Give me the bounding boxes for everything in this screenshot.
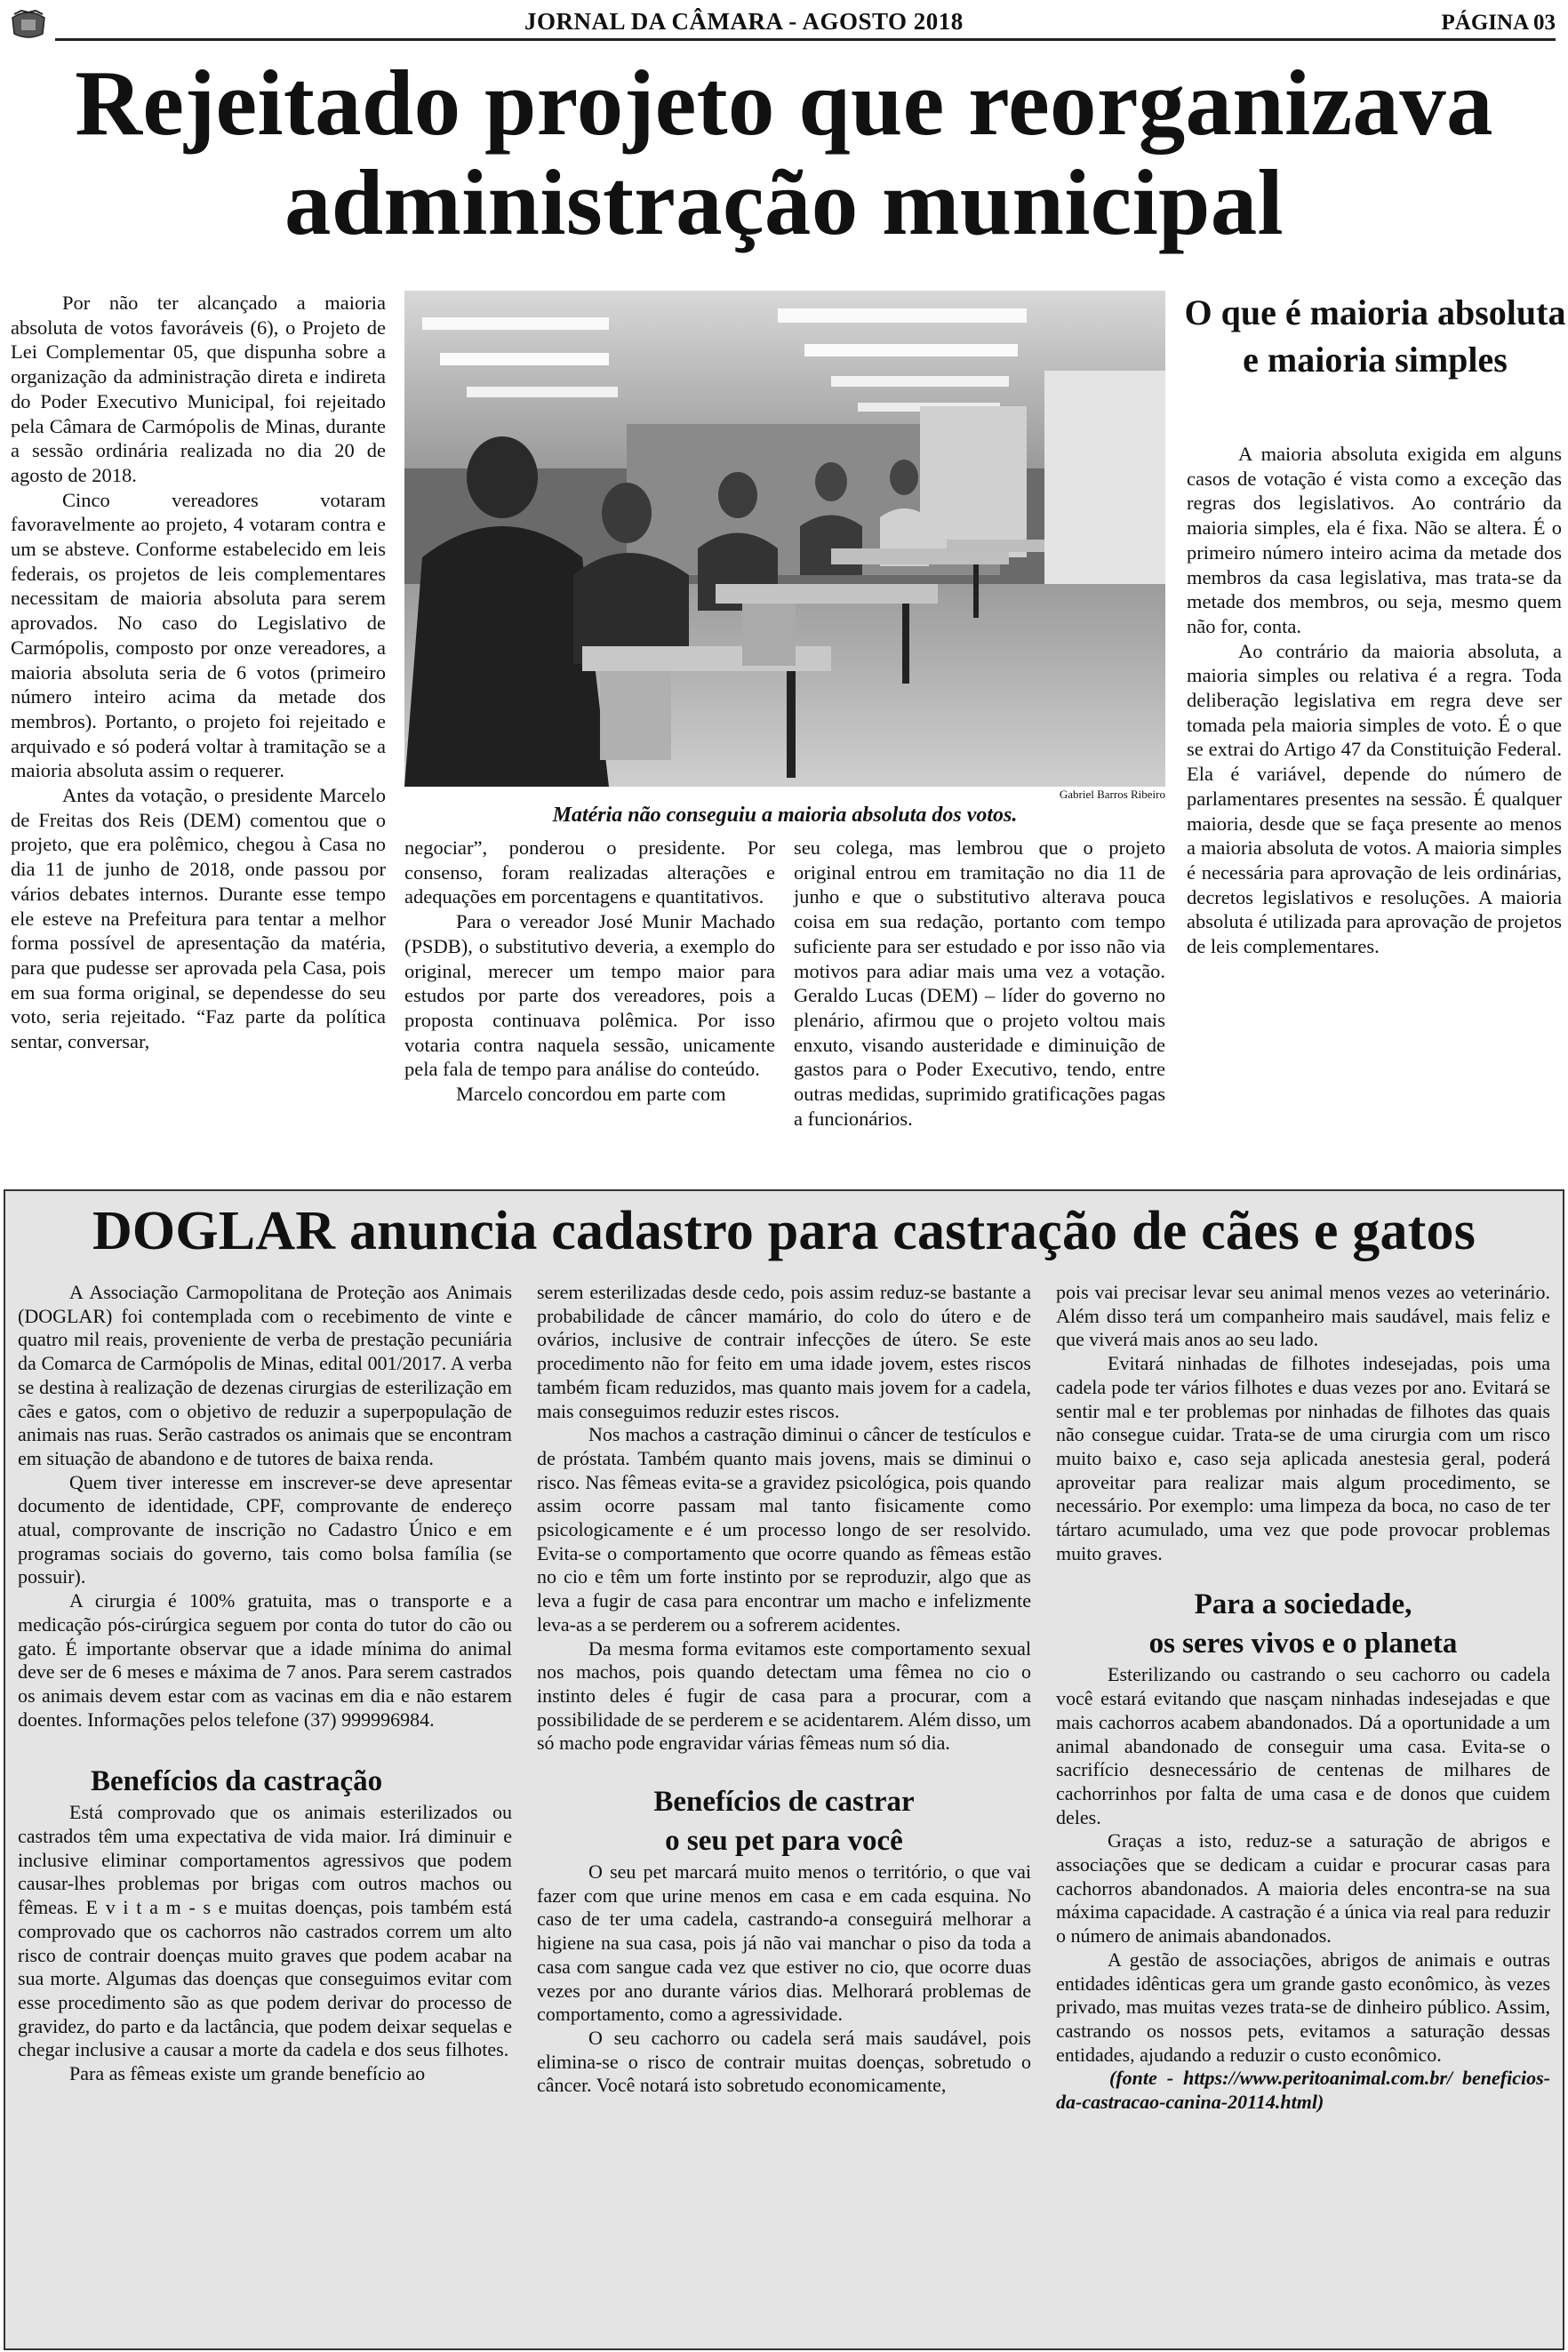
article-paragraph: seu colega, mas lembrou que o projeto original entrou em tramitação no dia 11 de junho e que o substitutivo alterava pouca coisa em sua redação, portanto com tempo suficiente para ser estudado e por isso não via motivos para adiar mais uma vez a votação. Geraldo Lucas (DEM) – líder do governo no plenário, afirmou que o projeto voltou mais enxuto, visando austeridade e diminuição de gastos para o Poder Executivo, tendo, entre outras medidas, suprimido gratificações pagas a funcionários.: [794, 836, 1165, 1130]
doglar-paragraph: pois vai precisar levar seu animal menos vezes ao veterinário. Além disso terá um companheiro mais saudável, mais feliz e que viverá mais anos ao seu lado.: [1056, 1281, 1550, 1351]
doglar-column-3: [1056, 1281, 1550, 2115]
article-paragraph: Antes da votação, o presidente Marcelo de Freitas dos Reis (DEM) comentou que o projeto, que era polêmico, chegou à Casa no dia 11 de junho de 2018, onde passou por vários debates internos. Durante esse tempo ele esteve na Prefeitura para tentar a melhor forma possível de apresentação da matéria, para que pudesse ser aprovada pela Casa, pois em sua forma original, se dependesse do seu voto, seria rejeitado. “Faz parte da política sentar, conversar,: [11, 784, 386, 1053]
subheading-society: [1056, 1585, 1550, 1663]
doglar-paragraph: Esterilizando ou castrando o seu cachorro ou cadela você estará evitando que nasçam ninhadas indesejadas e que mais cachorros acabem abandonados. Dá a oportunidade a um animal abandonado de conseguir uma casa. Evita-se o sacrifício desnecessário de centenas de milhares de cachorrinhos por falta de uma casa e de donos que cuidem deles.: [1056, 1663, 1550, 1828]
doglar-paragraph: Quem tiver interesse em inscrever-se deve apresentar documento de identidade, CPF, comprovante de endereço atual, comprovante de inscrição no Cadastro Único e em programas sociais do governo, tais como bolsa família (se possuir).: [18, 1470, 512, 1588]
main-headline: [0, 53, 1568, 252]
doglar-paragraph: A gestão de associações, abrigos de animais e outras entidades idênticas gera um grande gasto econômico, às vezes privado, mas muitas vezes trata-se de dinheiro público. Assim, castrando os nossos pets, evitamos a saturação dessas entidades, ajudando a reduzir o custo econômico.: [1056, 1948, 1550, 2066]
page-number: PÁGINA 03: [1441, 11, 1556, 35]
headline-line-1: Rejeitado projeto que reorganizava: [75, 51, 1493, 155]
header-rule: [55, 38, 1556, 41]
doglar-paragraph: Está comprovado que os animais esterilizados ou castrados têm uma expectativa de vida maior. Irá diminuir e inclusive eliminar comportamentos agressivos que podem causar-lhes problemas por brigas com outros machos ou fêmeas. E v i t a m - s e muitas doenças, pois também está comprovado que os cachorros não castrados correm um alto risco de contrair doenças muito graves que podem acabar na sua morte. Algumas das doenças que conseguimos evitar com esse procedimento são as que podem derivar do processo de gravidez, do parto e da lactância, que podem deixar sequelas e chegar inclusive a causar a morte da cadela e dos seus filhotes.: [18, 1801, 512, 2061]
sidebar-paragraph: A maioria absoluta exigida em alguns casos de votação é vista como a exceção das regras dos legislativos. Ao contrário da maioria simples, ela é fixa. Não se altera. É o primeiro número inteiro acima da metade dos membros da casa legislativa, mas trata-se da metade dos membros, ou seja, mesmo quem não for, conta.: [1187, 443, 1562, 637]
subheading-line: os seres vivos e o planeta: [1148, 1628, 1458, 1660]
doglar-paragraph: Nos machos a castração diminui o câncer de testículos e de próstata. Também quanto mais jovens, mais se diminui o risco. Nas fêmeas evita-se a gravidez psicológica, pois quando assim ocorre passam mal tanto fisicamente como psicologicamente e é um processo longo de ser resolvido. Evita-se o comportamento que ocorre quando as fêmeas estão no cio e têm um forte instinto por se reproduzir, algo que as leva a fugir de casa para encontrar um macho e infelizmente leva-as a se perderem ou a sofrerem acidentes.: [537, 1423, 1031, 1636]
article-paragraph: Por não ter alcançado a maioria absoluta de votos favoráveis (6), o Projeto de Lei Complementar 05, que dispunha sobre a organização da administração direta e indireta do Poder Executivo Municipal, foi rejeitado pela Câmara de Carmópolis de Minas, durante a sessão ordinária realizada no dia 20 de agosto de 2018.: [11, 292, 386, 486]
photo-credit: Gabriel Barros Ribeiro: [1059, 788, 1165, 801]
source-citation: (fonte - https://www.peritoanimal.com.br/ beneficios-da-castracao-canina-20114.html): [1056, 2067, 1550, 2114]
sidebar-paragraph: Ao contrário da maioria absoluta, a maioria simples ou relativa é a regra. Toda deliberação legislativa em regra deve ser tomada pela maioria simples de voto. É o que se extrai do Artigo 47 da Constituição Federal. Ela é variável, depende do número de parlamentares presentes na sessão. É qualquer maioria, desde que se faça presente ao menos a maioria absoluta de votos. A maioria simples é necessária para aprovação de leis ordinárias, decretos legislativos e resoluções. A maioria absoluta é utilizada para aprovação de projetos de leis complementares.: [1187, 639, 1562, 958]
page-header: [0, 5, 1568, 41]
doglar-column-2: [537, 1281, 1031, 2098]
doglar-paragraph: O seu pet marcará muito menos o território, o que vai fazer com que urine menos em casa e em cada esquina. No caso de ter uma cadela, castrando-a conseguirá melhorar a higiene na sua casa, pois já não vai manchar o piso da toda a casa com sangue cada vez que estiver no cio, que ocorre duas vezes por ano durante vários dias. Melhorará problemas de comportamento, como a agressividade.: [537, 1860, 1031, 2026]
doglar-paragraph: Para as fêmeas existe um grande benefício ao: [69, 2062, 426, 2085]
doglar-paragraph: Da mesma forma evitamos este comportamento sexual nos machos, pois quando detectam uma fêmea no cio o instinto deles é fugir de casa para a procurar, com a possibilidade de se perderem e se acidentarem. Além disso, um só macho pode engravidar várias fêmeas num só dia.: [537, 1636, 1031, 1755]
article-paragraph: Marcelo concordou em parte com: [456, 1083, 726, 1106]
journal-name: JORNAL DA CÂMARA - AGOSTO 2018: [524, 8, 964, 35]
doglar-paragraph: O seu cachorro ou cadela será mais saudável, pois elimina-se o risco de contrair muitas doenças, sobretudo o câncer. Você notará isto sobretudo economicamente,: [537, 2026, 1031, 2097]
article-paragraph: negociar”, ponderou o presidente. Por consenso, foram realizadas alterações e adequações em porcentagens e quantitativos.: [404, 836, 775, 908]
article-column-3: [794, 836, 1165, 1131]
subheading-pet-benefits: [537, 1782, 1031, 1860]
doglar-paragraph: serem esterilizadas desde cedo, pois assim reduz-se bastante a probabilidade de câncer mamário, do colo do útero e de ovários, inclusive de contrair infecções de útero. Se este procedimento não for feito em uma idade jovem, estes riscos também ficam reduzidos, mas quanto mais jovem for a cadela, mais conseguimos reduzir estes riscos.: [537, 1281, 1031, 1422]
article-paragraph: Para o vereador José Munir Machado (PSDB), o substitutivo deveria, a exemplo do original, merecer um tempo maior para estudos por parte dos vereadores, pois a proposta continuava polêmica. Por isso votaria contra naquela sessão, unicamente pela fala de tempo para análise do conteúdo.: [404, 910, 775, 1081]
subheading-line: Para a sociedade,: [1194, 1588, 1412, 1621]
doglar-paragraph: A cirurgia é 100% gratuita, mas o transporte e a medicação pós-cirúrgica seguem por conta do tutor do cão ou gato. É importante observar que a idade mínima do animal deve ser de 6 meses e máxima de 7 anos. Para serem castrados os animais devem estar com as vacinas em dia e não estarem doentes. Informações pelos telefone (37) 999996984.: [18, 1589, 512, 1731]
doglar-paragraph: Evitará ninhadas de filhotes indesejadas, pois uma cadela pode ter vários filhotes e duas vezes por ano. Evitará se sentir mal e ter problemas por ninhadas de filhotes das quais não consegue cuidar. Trata-se de uma cirurgia com um risco muito baixo e, caso seja aplicada anestesia geral, poderá aproveitar para realizar mais algum procedimento, se necessário. Por exemplo: uma limpeza da boca, no caso de ter tártaro acumulado, uma vez que pode provocar problemas muito graves.: [1056, 1352, 1550, 1564]
doglar-column-1: [18, 1281, 512, 2086]
article-column-2: [404, 836, 775, 1107]
subheading-line: Benefícios de castrar: [653, 1786, 915, 1819]
sidebar-body: [1187, 442, 1562, 959]
doglar-paragraph: A Associação Carmopolitana de Proteção aos Animais (DOGLAR) foi contemplada com o recebimento de vinte e quatro mil reais, proveniente de verba de prestação pecuniária da Comarca de Carmópolis de Minas, edital 001/2017. A verba se destina à realização de dezenas cirurgias de esterilização em cães e gatos, com o objetivo de reduzir a superpopulação de animais nas ruas. Serão castrados os animais que se encontram em situação de abandono e de tutores de baixa renda.: [18, 1281, 512, 1469]
coat-of-arms-icon: [9, 7, 48, 39]
article-paragraph: Cinco vereadores votaram favoravelmente ao projeto, 4 votaram contra e um se absteve. Conforme estabelecido em leis federais, os projetos de leis complementares necessitam de maioria absoluta para serem aprovados. No caso do Legislativo de Carmópolis, composto por onze vereadores, a maioria absoluta seria de 6 votos (primeiro número inteiro acima da metade dos membros). Portanto, o projeto foi rejeitado e arquivado e só poderá voltar à tramitação se a maioria absoluta assim o requerer.: [11, 488, 386, 782]
photo-caption: Matéria não conseguiu a maioria absoluta dos votos.: [552, 804, 1018, 827]
article-column-1: [11, 291, 386, 1054]
session-photo: [404, 291, 1165, 787]
subheading-line: o seu pet para você: [665, 1825, 903, 1858]
doglar-headline: DOGLAR anuncia cadastro para castração de cães e gatos: [92, 1201, 1476, 1261]
sidebar-title: O que é maioria absoluta e maioria simples: [1184, 292, 1566, 380]
headline-line-2: administração municipal: [284, 150, 1284, 254]
doglar-paragraph: Graças a isto, reduz-se a saturação de abrigos e associações que se dedicam a cuidar e procurar casas para cachorros abandonados. A maioria deles encontra-se na sua máxima capacidade. A castração é a única via real para reduzir o número de animais abandonados.: [1056, 1829, 1550, 1948]
subheading-castration-benefits: Benefícios da castração: [91, 1765, 383, 1798]
